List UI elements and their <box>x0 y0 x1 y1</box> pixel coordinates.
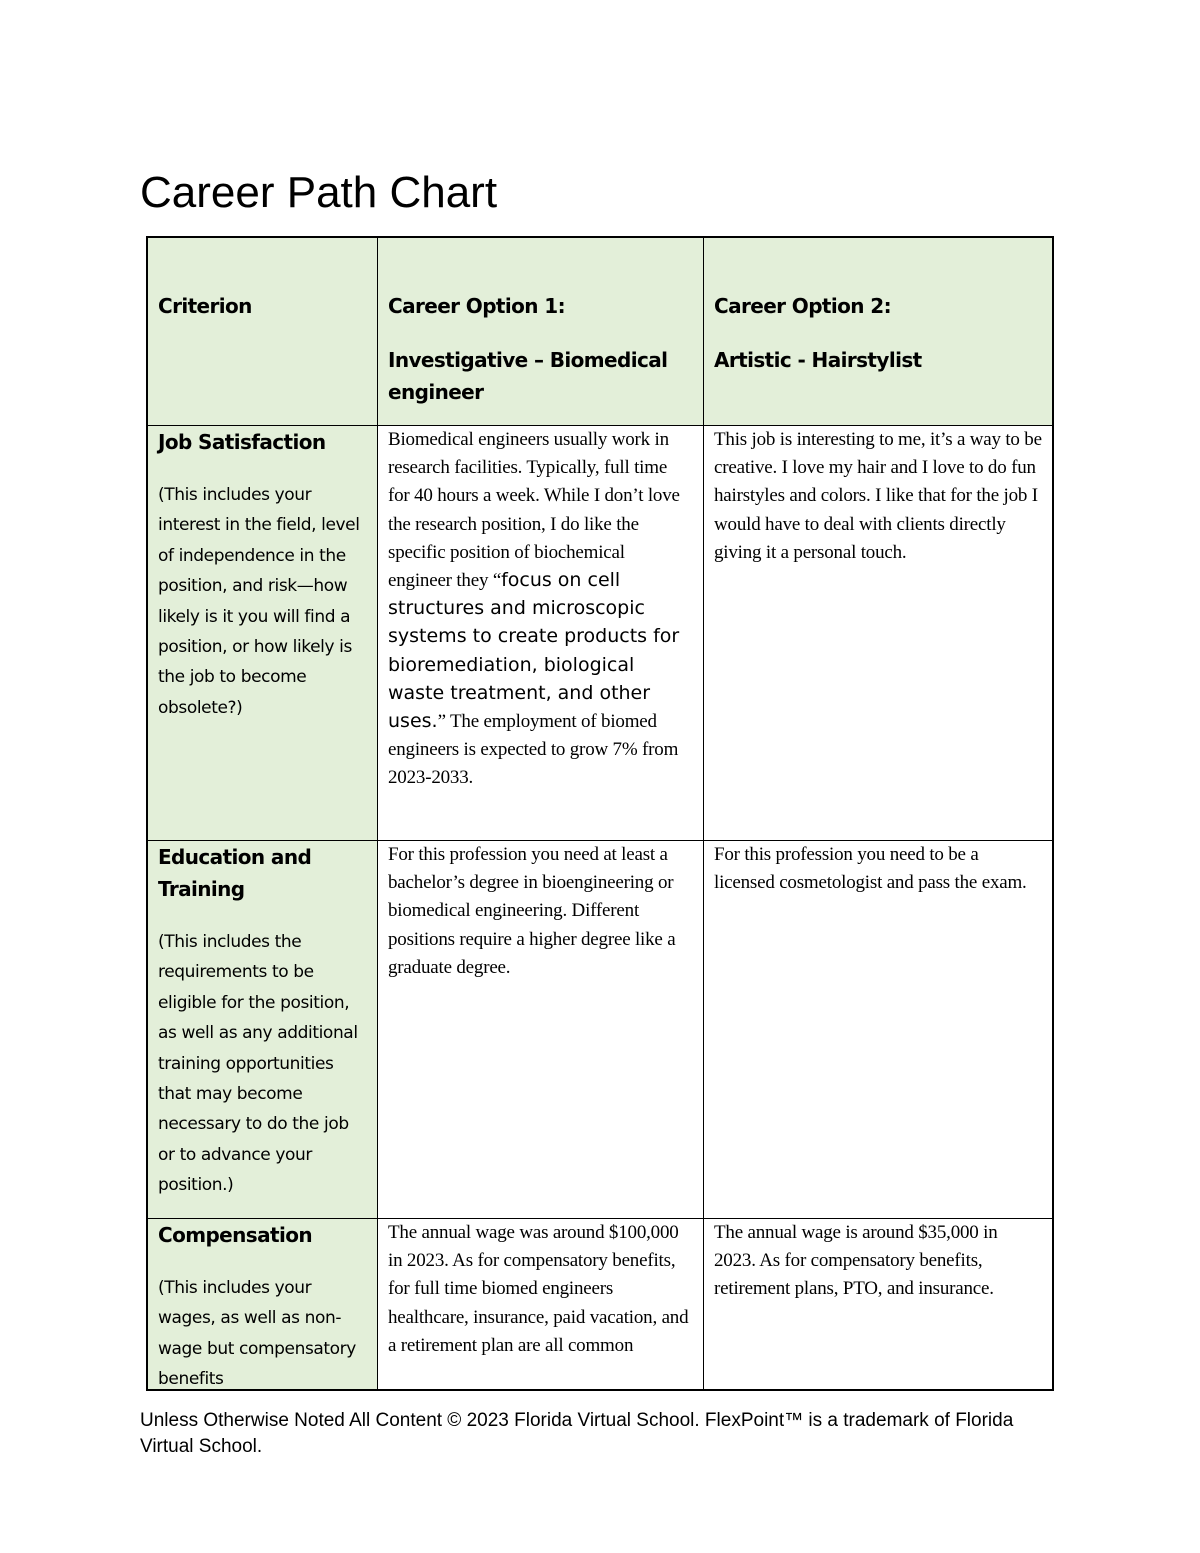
career-path-table <box>146 236 1054 1391</box>
criterion-cell <box>148 426 378 841</box>
option1-quote: focus on cell structures and microscopic systems to create products for bioremediation, biological waste treatment, and other uses. <box>388 569 680 733</box>
criterion-description: (This includes your interest in the field, level of independence in the position, and risk—how likely is it you will find a position, or how likely is the job to become obsolete?) <box>158 485 360 718</box>
criterion-description: (This includes the requirements to be eligible for the position, as well as any additional training opportunities that may become necessary to do the job or to advance your position.) <box>158 932 358 1196</box>
table-row <box>148 426 1054 841</box>
option1-text-after: ” The employment of biomed engineers is expected to grow 7% from 2023-2033. <box>388 711 679 789</box>
table-header-row <box>148 237 1054 426</box>
header-option1-label: Career Option 1: <box>388 294 565 318</box>
criterion-description: (This includes your wages, as well as non-wage but compensatory benefits <box>158 1278 356 1390</box>
criterion-title: Education and Training <box>158 845 312 901</box>
header-option2-cell <box>704 237 1054 426</box>
option1-cell <box>378 841 704 1219</box>
header-criterion: Criterion <box>158 294 252 318</box>
option2-cell <box>704 1219 1054 1392</box>
option1-text-before: Biomedical engineers usually work in research facilities. Typically, full time for 40 hours a week. While I don’t love the research position, I do like the specific position of biochemical engineer they “ <box>388 429 680 592</box>
option1-cell <box>378 1219 704 1392</box>
option1-text: The annual wage was around $100,000 in 2023. As for compensatory benefits, for full time biomed engineers healthcare, insurance, paid vacation, and a retirement plan are all common <box>388 1222 689 1356</box>
option1-text: For this profession you need at least a bachelor’s degree in bioengineering or biomedical engineering. Different positions require a higher degree like a graduate degree. <box>388 844 676 978</box>
option2-text: This job is interesting to me, it’s a way to be creative. I love my hair and I love to do fun hairstyles and colors. I like that for the job I would have to deal with clients directly giving it a personal touch. <box>714 429 1042 563</box>
criterion-title: Compensation <box>158 1223 312 1247</box>
header-option1-cell <box>378 237 704 426</box>
header-option2-name: Artistic - Hairstylist <box>714 348 922 372</box>
table-row <box>148 1219 1054 1392</box>
criterion-cell <box>148 1219 378 1392</box>
option2-text: The annual wage is around $35,000 in 2023. As for compensatory benefits, retirement plans, PTO, and insurance. <box>714 1222 998 1300</box>
header-criterion-cell <box>148 237 378 426</box>
header-option1-name: Investigative – Biomedical engineer <box>388 348 668 404</box>
option1-text <box>378 426 703 793</box>
footer-copyright: Unless Otherwise Noted All Content © 2023 Florida Virtual School. FlexPoint™ is a trademark of Florida Virtual School. <box>140 1410 1014 1457</box>
option2-text: For this profession you need to be a licensed cosmetologist and pass the exam. <box>714 844 1027 894</box>
header-option2-label: Career Option 2: <box>714 294 891 318</box>
option2-cell <box>704 426 1054 841</box>
criterion-title: Job Satisfaction <box>158 430 326 454</box>
option2-cell <box>704 841 1054 1219</box>
table-row <box>148 841 1054 1219</box>
criterion-cell <box>148 841 378 1219</box>
page-title: Career Path Chart <box>140 168 498 217</box>
option1-cell <box>378 426 704 841</box>
